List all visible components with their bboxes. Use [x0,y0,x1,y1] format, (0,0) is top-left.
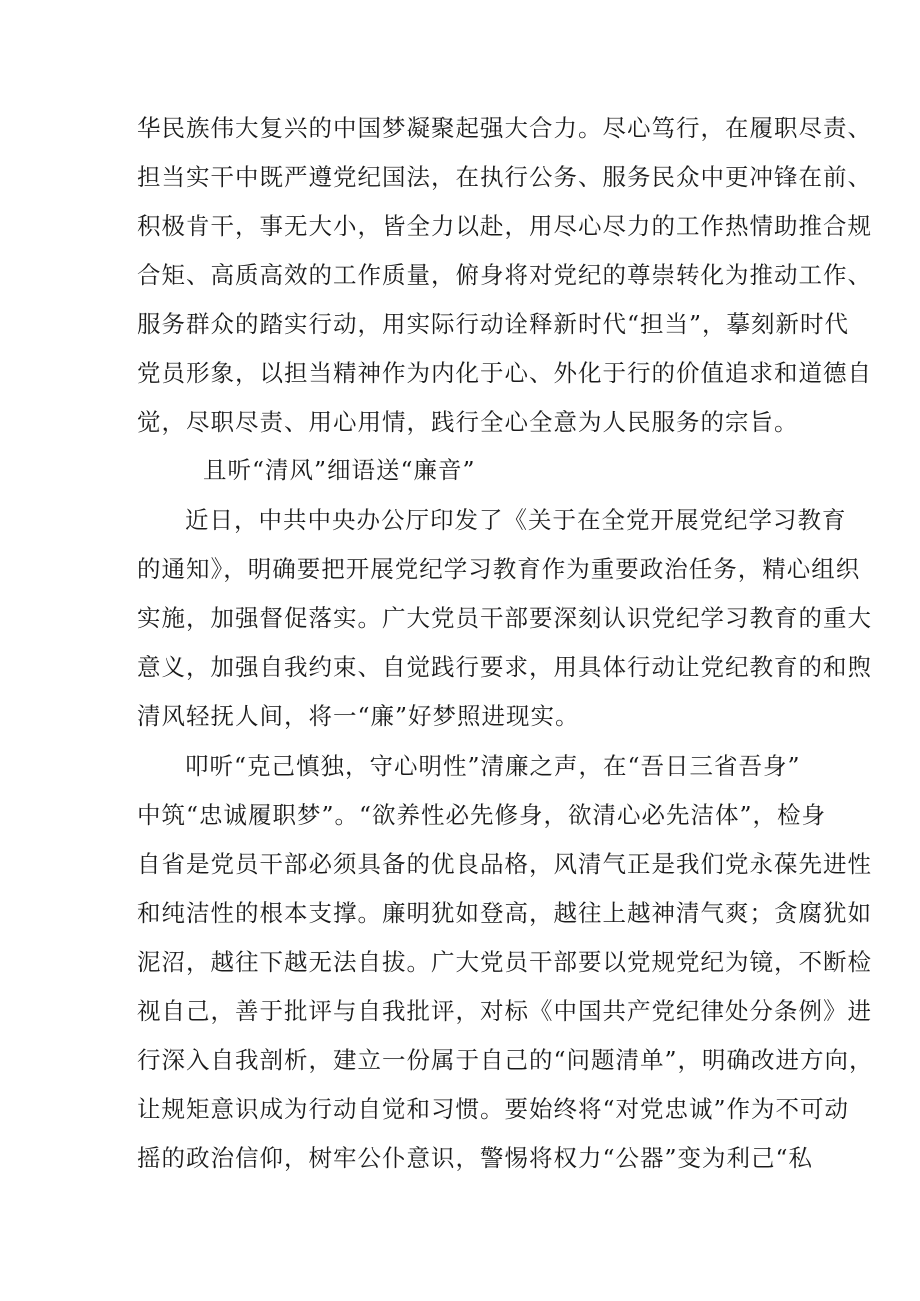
paragraph-3-line-5: 泥沼，越往下越无法自拔。广大党员干部要以党规党纪为镜，不断检 [137,948,872,976]
paragraph-1-line-7: 觉，尽职尽责、用心用情，践行全心全意为人民服务的宗旨。 [137,408,799,436]
paragraph-3-line-4: 和纯洁性的根本支撑。廉明犹如登高，越往上越神清气爽；贪腐犹如 [137,899,872,927]
paragraph-1-line-1: 华民族伟大复兴的中国梦凝聚起强大合力。尽心笃行，在履职尽责、 [137,114,872,142]
paragraph-3-line-6: 视自己，善于批评与自我批评，对标《中国共产党纪律处分条例》进 [137,997,872,1025]
paragraph-2-line-1: 近日，中共中央办公厅印发了《关于在全党开展党纪学习教育 [185,506,847,534]
paragraph-3-line-3: 自省是党员干部必须具备的优良品格，风清气正是我们党永葆先进性 [137,850,872,878]
paragraph-1-line-6: 党员形象，以担当精神作为内化于心、外化于行的价值追求和道德自 [137,359,872,387]
section-title: 且听“清风”细语送“廉音” [203,456,476,484]
paragraph-2-line-3: 实施，加强督促落实。广大党员干部要深刻认识党纪学习教育的重大 [137,604,872,632]
paragraph-1-line-2: 担当实干中既严遵党纪国法，在执行公务、服务民众中更冲锋在前、 [137,163,872,191]
paragraph-3-line-7: 行深入自我剖析，建立一份属于自己的“问题清单”，明确改进方向， [137,1046,874,1074]
paragraph-2-line-4: 意义，加强自我约束、自觉践行要求，用具体行动让党纪教育的和煦 [137,653,872,681]
paragraph-2-line-2: 的通知》，明确要把开展党纪学习教育作为重要政治任务，精心组织 [137,555,861,583]
paragraph-3-line-8: 让规矩意识成为行动自觉和习惯。要始终将“对党忠诚”作为不可动 [137,1095,850,1123]
paragraph-1-line-3: 积极肯干，事无大小，皆全力以赴，用尽心尽力的工作热情助推合规 [137,212,872,240]
paragraph-2-line-5: 清风轻抚人间，将一“廉”好梦照进现实。 [137,702,580,730]
paragraph-3-line-9: 摇的政治信仰，树牢公仆意识，警惕将权力“公器”变为利己“私 [137,1144,814,1172]
paragraph-3-line-1: 叩听“克己慎独，守心明性”清廉之声，在“吾日三省吾身” [185,752,801,780]
paragraph-1-line-5: 服务群众的踏实行动，用实际行动诠释新时代“担当”，摹刻新时代 [137,310,850,338]
paragraph-1-line-4: 合矩、高质高效的工作质量，俯身将对党纪的尊崇转化为推动工作、 [137,261,872,289]
paragraph-3-line-2: 中筑“忠诚履职梦”。“欲养性必先修身，欲清心必先洁体”，检身 [137,801,827,829]
